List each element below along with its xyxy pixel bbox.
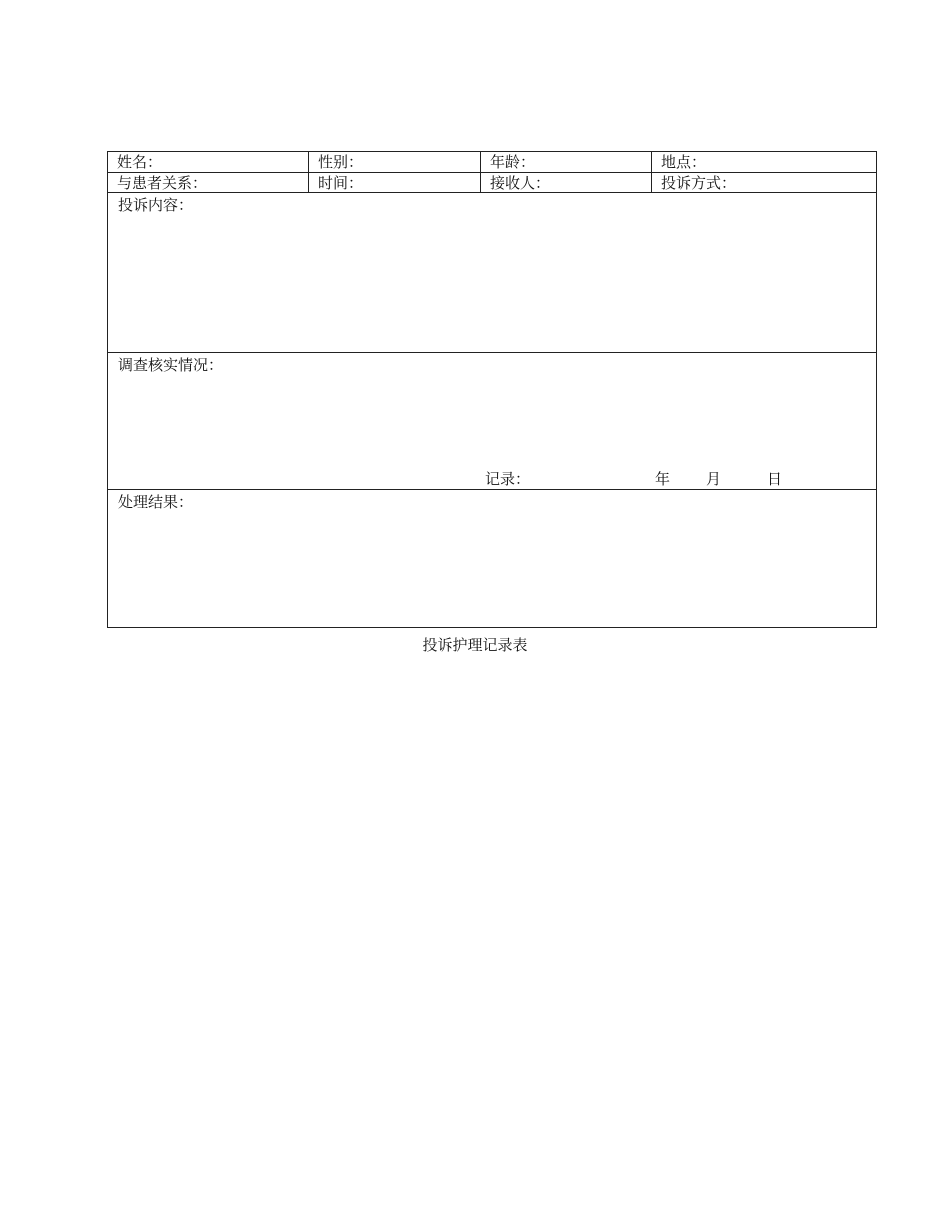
investigation-section[interactable] [108, 353, 876, 490]
handling-result-label: 处理结果： [118, 493, 194, 511]
complaint-method-field[interactable] [651, 173, 876, 192]
form-row-contact-info [108, 173, 876, 193]
relation-field[interactable] [108, 173, 308, 192]
date-month-label: 月 [706, 470, 722, 488]
date-year-label: 年 [655, 470, 671, 488]
complaint-record-form [107, 151, 877, 628]
name-label: 姓名： [117, 153, 163, 171]
handling-result-section[interactable] [108, 490, 876, 627]
location-label: 地点： [661, 153, 707, 171]
name-field[interactable] [108, 152, 308, 172]
time-label: 时间： [318, 174, 364, 192]
location-field[interactable] [651, 152, 876, 172]
gender-label: 性别： [318, 153, 364, 171]
gender-field[interactable] [308, 152, 480, 172]
time-field[interactable] [308, 173, 480, 192]
date-day-label: 日 [767, 470, 783, 488]
recorder-label: 记录： [485, 470, 531, 488]
form-caption: 投诉护理记录表 [422, 636, 528, 654]
complaint-content-section[interactable] [108, 193, 876, 353]
form-row-basic-info [108, 152, 876, 173]
relation-label: 与患者关系： [117, 174, 208, 192]
age-field[interactable] [480, 152, 651, 172]
receiver-label: 接收人： [490, 174, 551, 192]
complaint-method-label: 投诉方式： [661, 174, 737, 192]
receiver-field[interactable] [480, 173, 651, 192]
investigation-label: 调查核实情况： [118, 356, 224, 374]
complaint-content-label: 投诉内容： [118, 196, 194, 214]
age-label: 年龄： [490, 153, 536, 171]
